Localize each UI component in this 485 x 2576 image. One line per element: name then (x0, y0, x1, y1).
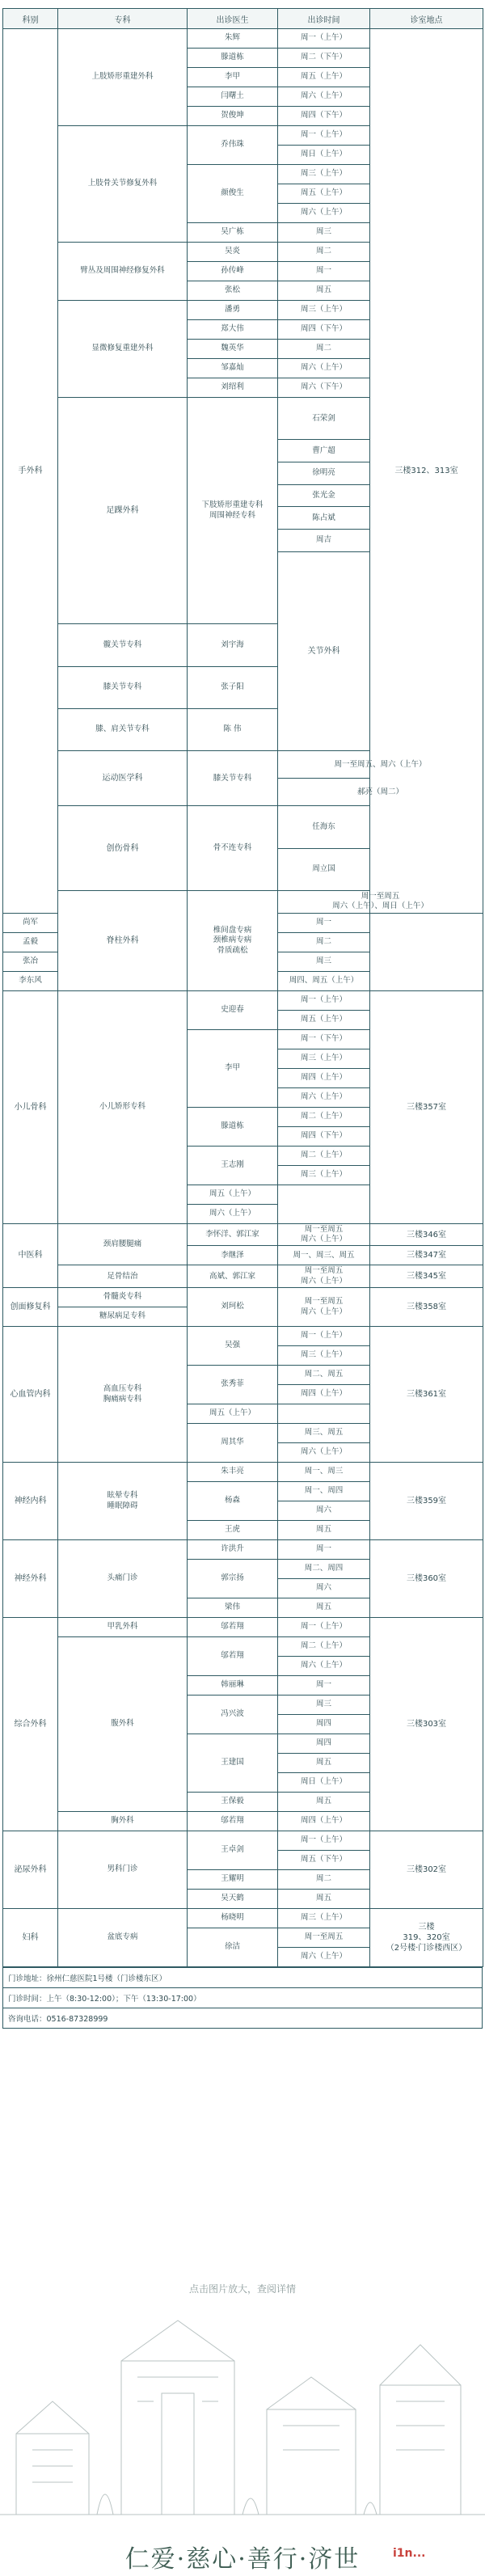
doctor-cell: 邬若翔 (188, 1618, 278, 1637)
doctor-cell: 朱丰亮 (188, 1463, 278, 1482)
location-cell: 三楼358室 (370, 1288, 483, 1327)
time-cell: 周一 (278, 262, 370, 281)
time-cell: 周六（上午） (188, 1204, 278, 1223)
table-row (3, 1327, 483, 1346)
watermark-text: i1n... (393, 2547, 426, 2560)
department-cell: 创面修复科 (3, 1288, 58, 1327)
time-cell: 周五 (278, 1598, 370, 1618)
time-cell: 周一至周五 周六（上午） (278, 1288, 370, 1327)
department-cell: 手外科 (3, 29, 58, 914)
department-cell: 关节外科 (278, 551, 370, 751)
location-cell: 三楼 319、320室 （2号楼·门诊楼西区） (370, 1909, 483, 1967)
time-cell: 周四、周五（上午） (278, 971, 370, 990)
doctor-cell: 韩丽琳 (188, 1676, 278, 1696)
department-cell: 足踝外科 (58, 398, 188, 624)
time-cell: 周二（上午） (278, 1107, 370, 1126)
time-cell: 周五 (278, 1793, 370, 1812)
doctor-cell: 李继泽 (188, 1246, 278, 1265)
time-cell: 周二（上午） (278, 1146, 370, 1165)
doctor-cell: 杨森 (188, 1482, 278, 1521)
time-cell: 周六（上午） (278, 1657, 370, 1676)
table-row (3, 891, 483, 914)
doctor-cell: 刘绍利 (188, 378, 278, 398)
location-cell: 三楼347室 (370, 1246, 483, 1265)
specialty-cell: 颈肩腰腿痛 (58, 1223, 188, 1265)
department-cell: 创伤骨科 (58, 806, 188, 891)
time-cell: 周三（上午） (278, 1346, 370, 1366)
doctor-cell: 郭宗扬 (188, 1560, 278, 1598)
time-cell: 周六（上午） (278, 359, 370, 378)
info-table (2, 1967, 483, 2029)
time-cell: 周三 (278, 1696, 370, 1715)
time-cell: 周日（上午） (278, 1773, 370, 1793)
doctor-cell: 郑大伟 (188, 320, 278, 340)
doctor-cell: 孟毅 (3, 932, 58, 952)
time-cell: 周五（上午） (278, 1010, 370, 1029)
footer-slogan: 仁爱·慈心·善行·济世 (124, 2545, 361, 2574)
location-cell: 三楼303室 (370, 1618, 483, 1831)
time-cell: 周一 (278, 1540, 370, 1560)
specialty-cell: 膝、肩关节专科 (58, 708, 188, 750)
location-cell: 三楼312、313室 (370, 29, 483, 914)
doctor-cell: 刘宇海 (188, 624, 278, 666)
table-row (3, 1223, 483, 1246)
specialty-cell: 上肢骨关节修复外科 (58, 126, 188, 243)
location-cell: 三楼346室 (370, 1223, 483, 1246)
doctor-cell: 周其华 (188, 1424, 278, 1463)
time-cell: 周四（下午） (278, 320, 370, 340)
time-cell: 周五 (278, 1890, 370, 1909)
time-cell: 周一 (278, 1676, 370, 1696)
doctor-cell: 王保毅 (188, 1793, 278, 1812)
clinic-hours: 门诊时间：上午（8:30-12:00）；下午（13:30-17:00） (3, 1988, 483, 2008)
table-row (3, 990, 483, 1010)
time-cell: 周一至周五、周六（上午） (278, 751, 483, 779)
table-row (3, 1618, 483, 1637)
specialty-cell: 小儿矫形专科 (58, 990, 188, 1223)
location-cell: 三楼361室 (370, 1327, 483, 1463)
doctor-cell: 任海东 (278, 806, 370, 848)
time-cell: 周五（上午） (188, 1185, 278, 1204)
specialty-cell: 盆底专病 (58, 1909, 188, 1967)
doctor-cell: 王耀明 (188, 1870, 278, 1890)
doctor-cell: 张秀菲 (188, 1366, 278, 1404)
specialty-cell: 椎间盘专病 颈椎病专病 骨质疏松 (188, 891, 278, 991)
time-cell: 周四（上午） (278, 1385, 370, 1404)
doctor-cell: 孙传峰 (188, 262, 278, 281)
time-cell: 周二 (278, 340, 370, 359)
specialty-cell: 腹外科 (58, 1637, 188, 1812)
table-row (3, 1463, 483, 1482)
time-cell: 周一（上午） (278, 1831, 370, 1851)
doctor-cell: 张光金 (278, 484, 370, 507)
department-cell: 心血管内科 (3, 1327, 58, 1463)
time-cell: 周二、周四 (278, 1560, 370, 1579)
header-cell: 专科 (58, 9, 188, 29)
specialty-cell: 显微修复重建外科 (58, 301, 188, 398)
header-cell: 出诊时间 (278, 9, 370, 29)
time-cell: 周三 (278, 223, 370, 243)
location-cell: 三楼302室 (370, 1831, 483, 1909)
doctor-cell: 吴炎 (188, 243, 278, 262)
footer-caption: 点击图片放大，查阅详情 (188, 2283, 296, 2295)
doctor-cell: 徐洁 (188, 1928, 278, 1967)
doctor-cell: 张冶 (3, 952, 58, 971)
time-cell: 周一（上午） (278, 1618, 370, 1637)
time-cell: 周一、周三 (278, 1463, 370, 1482)
time-cell: 周二 (278, 932, 370, 952)
specialty-cell: 臂丛及周围神经修复外科 (58, 243, 188, 301)
time-cell: 周五（上午） (278, 184, 370, 204)
doctor-cell: 吴广栋 (188, 223, 278, 243)
time-cell: 周三（上午） (278, 1049, 370, 1068)
time-cell: 周六 (278, 1501, 370, 1521)
specialty-cell: 头痛门诊 (58, 1540, 188, 1618)
department-cell: 小儿骨科 (3, 990, 58, 1223)
doctor-cell: 曹广超 (278, 440, 370, 462)
time-cell: 周二（上午） (278, 1637, 370, 1657)
doctor-cell: 王卓剑 (188, 1831, 278, 1870)
specialty-cell: 足骨结治 (58, 1265, 188, 1288)
doctor-cell: 史迎春 (188, 990, 278, 1029)
department-cell: 中医科 (3, 1223, 58, 1287)
time-cell: 周五 (278, 1521, 370, 1540)
header-cell: 诊室地点 (370, 9, 483, 29)
specialty-cell: 高血压专科 胸痛病专科 (58, 1327, 188, 1463)
department-cell: 脊柱外科 (58, 891, 188, 991)
time-cell: 周四（上午） (278, 1068, 370, 1087)
time-cell: 周六 (278, 1579, 370, 1598)
time-cell: 周一（上午） (278, 1327, 370, 1346)
doctor-cell: 周吉 (278, 530, 370, 552)
location-cell: 三楼345室 (370, 1265, 483, 1288)
doctor-cell: 潘勇 (188, 301, 278, 320)
clinic-address: 门诊地址：徐州仁慈医院1号楼（门诊楼东区） (3, 1968, 483, 1988)
specialty-cell: 甲乳外科 (58, 1618, 188, 1637)
doctor-cell: 陈占斌 (278, 507, 370, 530)
time-cell: 周一（上午） (278, 126, 370, 146)
time-cell: 周二 (278, 243, 370, 262)
doctor-cell: 张子阳 (188, 666, 278, 708)
time-cell: 周三、周五 (278, 1424, 370, 1443)
specialty-cell: 髋关节专科 (58, 624, 188, 666)
time-cell: 周一（上午） (278, 990, 370, 1010)
table-row (3, 751, 483, 779)
doctor-cell: 邬若翔 (188, 1812, 278, 1831)
time-cell: 周六（上午） (278, 204, 370, 223)
doctor-cell: 滕道栋 (188, 49, 278, 68)
doctor-cell: 冯兴波 (188, 1696, 278, 1734)
time-cell: 周一、周四 (278, 1482, 370, 1501)
doctor-cell: 王建国 (188, 1734, 278, 1793)
department-cell: 妇科 (3, 1909, 58, 1967)
time-cell: 周五 (278, 281, 370, 301)
time-cell: 周五（上午） (188, 1404, 278, 1424)
doctor-cell: 李怀洋、郭江家 (188, 1223, 278, 1246)
table-row (3, 1831, 483, 1851)
specialty-cell: 骨髓炎专科 (58, 1288, 188, 1307)
doctor-cell: 石荣剑 (278, 398, 370, 440)
specialty-cell: 胸外科 (58, 1812, 188, 1831)
time-cell: 周四（下午） (278, 1126, 370, 1146)
doctor-cell: 乔伟珠 (188, 126, 278, 165)
doctor-cell: 吴天鹤 (188, 1890, 278, 1909)
doctor-cell: 李东风 (3, 971, 58, 990)
table-row (3, 1909, 483, 1928)
time-cell: 周三 (278, 952, 370, 971)
department-cell: 泌尿外科 (3, 1831, 58, 1909)
time-cell: 周四（下午） (278, 107, 370, 126)
doctor-cell: 吴强 (188, 1327, 278, 1366)
doctor-cell: 李甲 (188, 1029, 278, 1107)
time-cell: 周六（上午） (278, 1087, 370, 1107)
header-cell: 出诊医生 (188, 9, 278, 29)
header-cell: 科别 (3, 9, 58, 29)
specialty-cell: 骨不连专科 (188, 806, 278, 891)
specialty-cell: 糖尿病足专科 (58, 1307, 188, 1327)
time-cell: 周六（上午） (278, 1443, 370, 1463)
doctor-cell: 高斌、郭江家 (188, 1265, 278, 1288)
doctor-cell: 李甲 (188, 68, 278, 87)
time-cell: 周一至周五 (278, 1928, 370, 1948)
doctor-cell: 王虎 (188, 1521, 278, 1540)
time-cell: 周一至周五 周六（上午） (278, 1265, 370, 1288)
location-cell: 三楼359室 (370, 1463, 483, 1540)
doctor-cell: 闫曙土 (188, 87, 278, 107)
table-row (3, 29, 483, 49)
doctor-cell: 许洪升 (188, 1540, 278, 1560)
time-cell: 周六（下午） (278, 378, 370, 398)
doctor-cell: 邬若翔 (188, 1637, 278, 1676)
time-cell: 周二、周五 (278, 1366, 370, 1385)
doctor-cell: 刘珂松 (188, 1288, 278, 1327)
time-cell: 周一（上午） (278, 29, 370, 49)
specialty-cell: 下肢矫形重建专科 周围神经专科 (188, 398, 278, 624)
table-row (3, 1540, 483, 1560)
footer-banner (0, 2264, 485, 2576)
department-cell: 神经外科 (3, 1540, 58, 1618)
location-cell: 三楼360室 (370, 1540, 483, 1618)
time-cell: 周五（上午） (278, 68, 370, 87)
doctor-cell: 贺俊坤 (188, 107, 278, 126)
time-cell: 周五（下午） (278, 1851, 370, 1870)
time-cell: 周六（上午） (278, 87, 370, 107)
department-cell: 运动医学科 (58, 751, 188, 806)
schedule-body (3, 29, 483, 1967)
time-cell: 周五 (278, 1754, 370, 1773)
time-cell: 周六（上午） (278, 1948, 370, 1967)
schedule-table (2, 8, 483, 1967)
time-cell: 周一至周五 周六（上午）、周日（上午） (278, 891, 483, 914)
time-cell: 周四 (278, 1734, 370, 1754)
time-cell: 周三（上午） (278, 301, 370, 320)
time-cell: 郝亮（周二） (278, 779, 483, 806)
specialty-cell: 膝关节专科 (188, 751, 278, 806)
specialty-cell: 男科门诊 (58, 1831, 188, 1909)
doctor-cell: 张松 (188, 281, 278, 301)
consult-phone: 咨询电话：0516-87328999 (3, 2008, 483, 2029)
specialty-cell: 眩晕专科 睡眠障碍 (58, 1463, 188, 1540)
header-row (3, 9, 483, 29)
table-row (3, 1265, 483, 1288)
doctor-cell: 邹嘉灿 (188, 359, 278, 378)
doctor-cell: 徐明亮 (278, 462, 370, 485)
watermark-logo (393, 2547, 425, 2560)
time-cell: 周三（上午） (278, 1165, 370, 1185)
time-cell: 周四（上午） (278, 1812, 370, 1831)
doctor-cell: 魏英华 (188, 340, 278, 359)
time-cell: 周一、周三、周五 (278, 1246, 370, 1265)
building-sketch-illustration (0, 2312, 485, 2531)
time-cell: 周四 (278, 1715, 370, 1734)
department-cell: 综合外科 (3, 1618, 58, 1831)
doctor-cell: 杨晓明 (188, 1909, 278, 1928)
time-cell: 周日（上午） (278, 146, 370, 165)
time-cell: 周一 (278, 913, 370, 932)
specialty-cell: 膝关节专科 (58, 666, 188, 708)
doctor-cell: 梁伟 (188, 1598, 278, 1618)
doctor-cell: 朱辉 (188, 29, 278, 49)
doctor-cell: 周立国 (278, 848, 370, 890)
doctor-cell: 尚军 (3, 913, 58, 932)
doctor-cell: 滕道栋 (188, 1107, 278, 1146)
time-cell: 周一至周五 周六（上午） (278, 1223, 370, 1246)
doctor-cell: 颜俊生 (188, 165, 278, 223)
time-cell: 周二（下午） (278, 49, 370, 68)
doctor-cell: 王志刚 (188, 1146, 278, 1185)
time-cell: 周三（上午） (278, 165, 370, 184)
time-cell: 周三（上午） (278, 1909, 370, 1928)
location-cell: 三楼357室 (370, 990, 483, 1223)
department-cell: 神经内科 (3, 1463, 58, 1540)
table-row (3, 1288, 483, 1307)
time-cell: 周二 (278, 1870, 370, 1890)
specialty-cell: 上肢矫形重建外科 (58, 29, 188, 126)
doctor-cell: 陈 伟 (188, 708, 278, 750)
time-cell: 周一（下午） (278, 1029, 370, 1049)
